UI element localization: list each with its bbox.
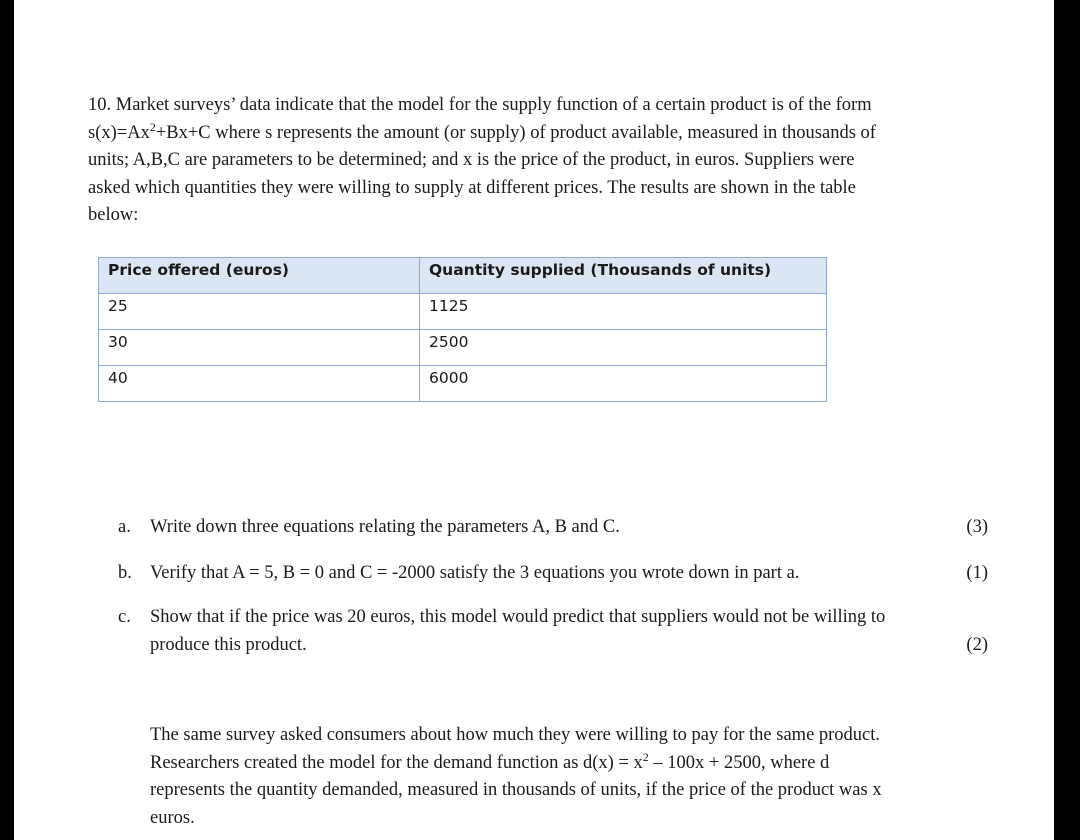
supply-table	[98, 257, 827, 402]
part-text: Show that if the price was 20 euros, this model would predict that suppliers would not be willing to produce this product.	[150, 607, 886, 655]
table-header-row	[99, 258, 827, 294]
demand-line: euros.	[150, 807, 195, 828]
table-row	[99, 330, 827, 366]
header-price: Price offered (euros)	[99, 258, 420, 294]
cell-quantity: 6000	[420, 366, 827, 402]
intro-line: below:	[88, 205, 139, 225]
cell-price: 25	[99, 294, 420, 330]
cell-quantity: 1125	[420, 294, 827, 330]
demand-paragraph	[150, 722, 986, 832]
header-quantity: Quantity supplied (Thousands of units)	[420, 258, 827, 294]
cell-price: 30	[99, 330, 420, 366]
intro-line: $s(x)=Ax^2+Bx+C$ where s represents the amount (or supply) of product available, measured in thousands of	[88, 119, 876, 143]
document-page	[14, 0, 1054, 840]
part-text: Write down three equations relating the parameters A, B and C.	[150, 517, 620, 537]
part-marks: (2)	[966, 635, 988, 655]
part-marks: (1)	[966, 563, 988, 583]
part-label: a.	[118, 517, 131, 537]
intro-line: 10. Market surveys’ data indicate that the model for the supply function of a certain product is of the form	[88, 95, 872, 115]
part-label: c.	[118, 607, 131, 627]
intro-line: asked which quantities they were willing to supply at different prices. The results are shown in the table	[88, 177, 856, 198]
table-row	[99, 366, 827, 402]
demand-line: Researchers created the model for the demand function as $d(x) = x^2 - 100x + 2500$, where d	[150, 749, 830, 773]
cell-quantity: 2500	[420, 330, 827, 366]
table-row	[99, 294, 827, 330]
part-marks: (3)	[966, 517, 988, 537]
intro-line: units; A,B,C are parameters to be determined; and x is the price of the product, in euros. Suppliers were	[88, 150, 855, 170]
demand-line: represents the quantity demanded, measured in thousands of units, if the price of the product was x	[150, 780, 882, 800]
part-label: b.	[118, 563, 132, 583]
cell-price: 40	[99, 366, 420, 402]
demand-line: The same survey asked consumers about how much they were willing to pay for the same product.	[150, 725, 881, 745]
question-intro	[88, 92, 988, 230]
part-text: Verify that A = 5, B = 0 and C = -2000 satisfy the 3 equations you wrote down in part a.	[150, 563, 800, 583]
